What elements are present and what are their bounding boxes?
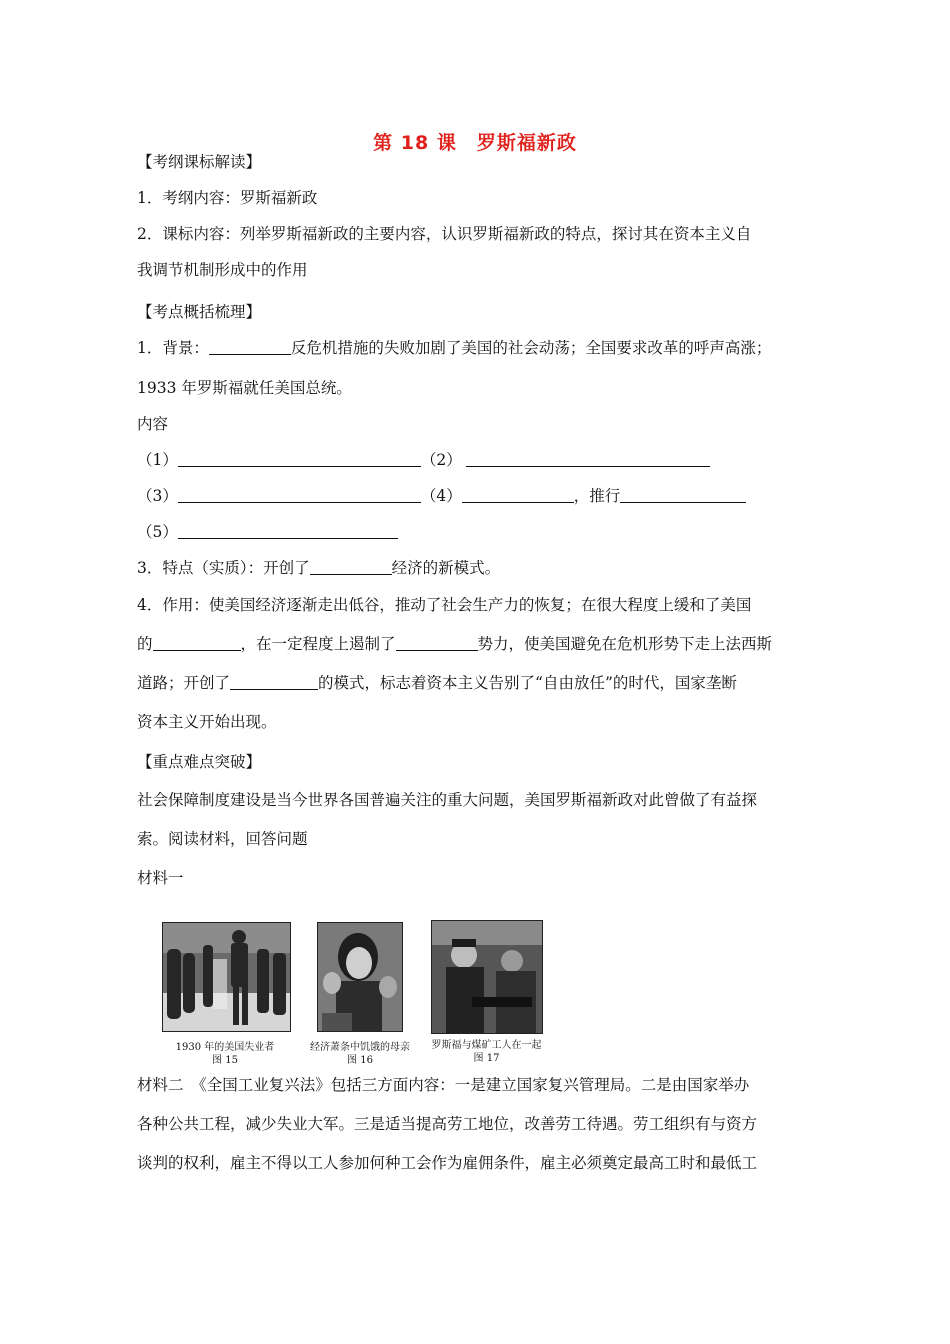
promote-text: ，推行 xyxy=(573,487,621,505)
item-number-4: （4） xyxy=(420,487,462,505)
effect-text: 道路；开创了 xyxy=(137,674,231,692)
item-number-3: （3） xyxy=(137,487,178,505)
syllabus-item-2-line-1: 2．课标内容：列举罗斯福新政的主要内容，认识罗斯福新政的特点，探讨其在资本主义自 xyxy=(137,225,752,243)
photo-caption: 1930 年的美国失业者 xyxy=(175,1042,275,1053)
fill-blank[interactable] xyxy=(178,450,421,467)
photo-hungry-mother xyxy=(317,922,403,1032)
material-2-line-1: 材料二 《全国工业复兴法》包括三方面内容：一是建立国家复兴管理局。二是由国家举办 xyxy=(137,1076,750,1094)
fill-blank[interactable] xyxy=(466,450,710,467)
effect-line-2 xyxy=(137,634,772,654)
item-number-2: （2） xyxy=(420,451,462,469)
section-heading-summary: 【考点概括梳理】 xyxy=(137,303,262,321)
effect-line-3 xyxy=(137,673,737,693)
fill-blank[interactable] xyxy=(153,634,241,651)
effect-line-4: 资本主义开始出现。 xyxy=(137,713,277,731)
section-heading-syllabus: 【考纲课标解读】 xyxy=(137,153,262,171)
fill-blank[interactable] xyxy=(396,634,478,651)
content-row-1 xyxy=(137,450,710,470)
fill-blank[interactable] xyxy=(462,486,574,503)
feature-suffix: 经济的新模式。 xyxy=(391,559,501,577)
material-2-line-3: 谈判的权利，雇主不得以工人参加何种工会作为雇佣条件，雇主必须奠定最高工时和最低工 xyxy=(137,1154,758,1172)
photo-figure-number: 图 15 xyxy=(212,1055,238,1066)
photo-caption: 罗斯福与煤矿工人在一起 xyxy=(431,1040,542,1051)
effect-text: ，在一定程度上遏制了 xyxy=(240,635,396,653)
item-number-1: （1） xyxy=(137,451,178,469)
item-number-5: （5） xyxy=(137,523,178,541)
background-suffix: 反危机措施的失败加剧了美国的社会动荡；全国要求改革的呼声高涨； xyxy=(290,339,772,357)
effect-text: 的 xyxy=(137,635,153,653)
content-row-3 xyxy=(137,522,398,542)
page-title: 第 18 课 罗斯福新政 xyxy=(373,132,577,154)
photo-unemployed-1930 xyxy=(162,922,291,1032)
fill-blank[interactable] xyxy=(230,673,318,690)
background-line-2: 1933 年罗斯福就任美国总统。 xyxy=(137,379,352,397)
fill-blank[interactable] xyxy=(178,522,398,539)
section-heading-key-points: 【重点难点突破】 xyxy=(137,753,262,771)
material-1-label: 材料一 xyxy=(137,869,184,887)
fill-blank[interactable] xyxy=(209,338,291,355)
fill-blank[interactable] xyxy=(620,486,746,503)
feature-line xyxy=(137,558,500,578)
photo-figure-number: 图 16 xyxy=(347,1055,373,1066)
content-label: 内容 xyxy=(137,415,169,433)
effect-text: 的模式，标志着资本主义告别了“自由放任”的时代，国家垄断 xyxy=(318,674,737,692)
photo-roosevelt-miners xyxy=(431,920,543,1034)
syllabus-item-2-line-2: 我调节机制形成中的作用 xyxy=(137,261,308,279)
photo-figure-number: 图 17 xyxy=(473,1053,500,1064)
content-row-2 xyxy=(137,486,746,506)
intro-line-2: 索。阅读材料，回答问题 xyxy=(137,830,308,848)
effect-line-1: 4．作用：使美国经济逐渐走出低谷，推动了社会生产力的恢复；在很大程度上缓和了美国 xyxy=(137,596,752,614)
background-line-1 xyxy=(137,338,771,358)
effect-text: 势力，使美国避免在危机形势下走上法西斯 xyxy=(477,635,773,653)
syllabus-item-1: 1．考纲内容：罗斯福新政 xyxy=(137,189,318,207)
feature-prefix: 3．特点（实质）：开创了 xyxy=(137,559,310,577)
photo-caption: 经济萧条中饥饿的母亲 xyxy=(310,1042,410,1053)
background-prefix: 1．背景： xyxy=(137,339,209,357)
material-2-line-2: 各种公共工程，减少失业大军。三是适当提高劳工地位，改善劳工待遇。劳工组织有与资方 xyxy=(137,1115,758,1133)
intro-line-1: 社会保障制度建设是当今世界各国普遍关注的重大问题，美国罗斯福新政对此曾做了有益探 xyxy=(137,791,758,809)
fill-blank[interactable] xyxy=(178,486,421,503)
fill-blank[interactable] xyxy=(310,558,392,575)
